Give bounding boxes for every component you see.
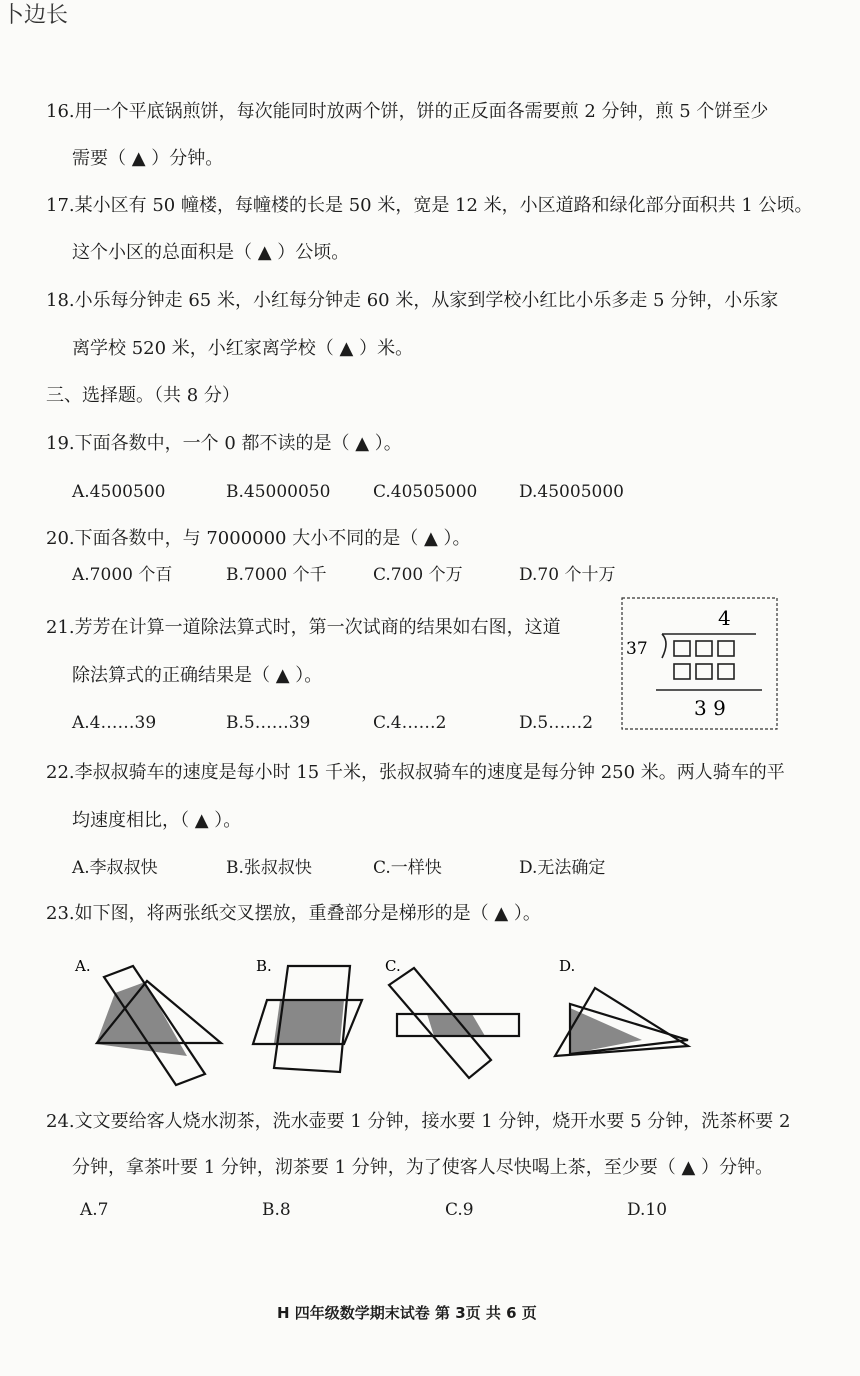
question-24-line1: 24.文文要给客人烧水沏茶，洗水壶要 1 分钟，接水要 1 分钟，烧开水要 5 分钟，洗茶杯要 2 [46,1111,791,1132]
q24-option-a: A.7 [80,1200,109,1220]
division-remainder: 3 9 [694,696,726,720]
question-18-line2: 离学校 520 米，小红家离学校（ ▲ ）米。 [72,338,414,359]
section-heading: 三、选择题。（共 8 分） [46,385,240,406]
handwritten-note: 卜边长 [2,3,69,28]
question-20-line1: 20.下面各数中，与 7000000 大小不同的是（ ▲ ）。 [46,528,471,549]
q22-option-a: A.李叔叔快 [72,858,158,878]
q19-option-a: A.4500500 [72,482,166,502]
q24-option-c: C.9 [445,1200,474,1220]
page-footer: H 四年级数学期末试卷 第 3页 共 6 页 [277,1304,537,1322]
q21-option-d: D.5……2 [519,713,594,733]
q20-option-b: B.7000 个千 [226,565,327,585]
figure-label-d: D. [559,957,576,975]
q22-option-b: B.张叔叔快 [226,858,312,878]
digit-boxes [674,641,734,679]
q22-option-c: C.一样快 [373,858,442,878]
question-22-line1: 22.李叔叔骑车的速度是每小时 15 千米，张叔叔骑车的速度是每分钟 250 米。两人骑车的平 [46,762,785,783]
question-24-line2: 分钟，拿茶叶要 1 分钟，沏茶要 1 分钟，为了使客人尽快喝上茶，至少要（ ▲ ）分钟。 [72,1157,774,1178]
q21-option-a: A.4……39 [72,713,157,733]
figure-label-c: C. [385,957,401,975]
q21-option-b: B.5……39 [226,713,311,733]
question-16-line1: 16.用一个平底锅煎饼，每次能同时放两个饼，饼的正反面各需要煎 2 分钟，煎 5 个饼至少 [46,101,769,122]
long-division-figure [620,596,780,732]
question-18-line1: 18.小乐每分钟走 65 米，小红每分钟走 60 米，从家到学校小红比小乐多走 5 分钟，小乐家 [46,290,779,311]
question-22-line2: 均速度相比，（ ▲ ）。 [72,810,242,831]
q24-option-d: D.10 [627,1200,668,1220]
figure-label-b: B. [256,957,272,975]
q20-option-c: C.700 个万 [373,565,463,585]
figure-d [555,988,688,1056]
division-divisor: 37 [626,639,648,659]
overlap-figures [60,950,710,1090]
q19-option-d: D.45005000 [519,482,624,502]
figure-label-a: A. [75,957,91,975]
division-bracket [662,634,666,658]
question-19-line1: 19.下面各数中，一个 0 都不读的是（ ▲ ）。 [46,433,402,454]
question-21-line1: 21.芳芳在计算一道除法算式时，第一次试商的结果如右图，这道 [46,617,561,638]
q24-option-b: B.8 [262,1200,291,1220]
question-23-line1: 23.如下图，将两张纸交叉摆放，重叠部分是梯形的是（ ▲ ）。 [46,903,541,924]
figure-a [96,966,221,1085]
q19-option-c: C.40505000 [373,482,478,502]
figure-c [389,968,519,1078]
division-quotient: 4 [718,606,731,630]
q19-option-b: B.45000050 [226,482,331,502]
q22-option-d: D.无法确定 [519,858,606,878]
q20-option-a: A.7000 个百 [72,565,173,585]
figure-b [253,966,362,1072]
q20-option-d: D.70 个十万 [519,565,616,585]
question-17-line1: 17.某小区有 50 幢楼，每幢楼的长是 50 米，宽是 12 米，小区道路和绿化部分面积共 1 公顷。 [46,195,813,216]
question-21-line2: 除法算式的正确结果是（ ▲ ）。 [72,665,323,686]
question-16-line2: 需要（ ▲ ）分钟。 [72,148,224,169]
question-17-line2: 这个小区的总面积是（ ▲ ）公顷。 [72,242,350,263]
q21-option-c: C.4……2 [373,713,447,733]
